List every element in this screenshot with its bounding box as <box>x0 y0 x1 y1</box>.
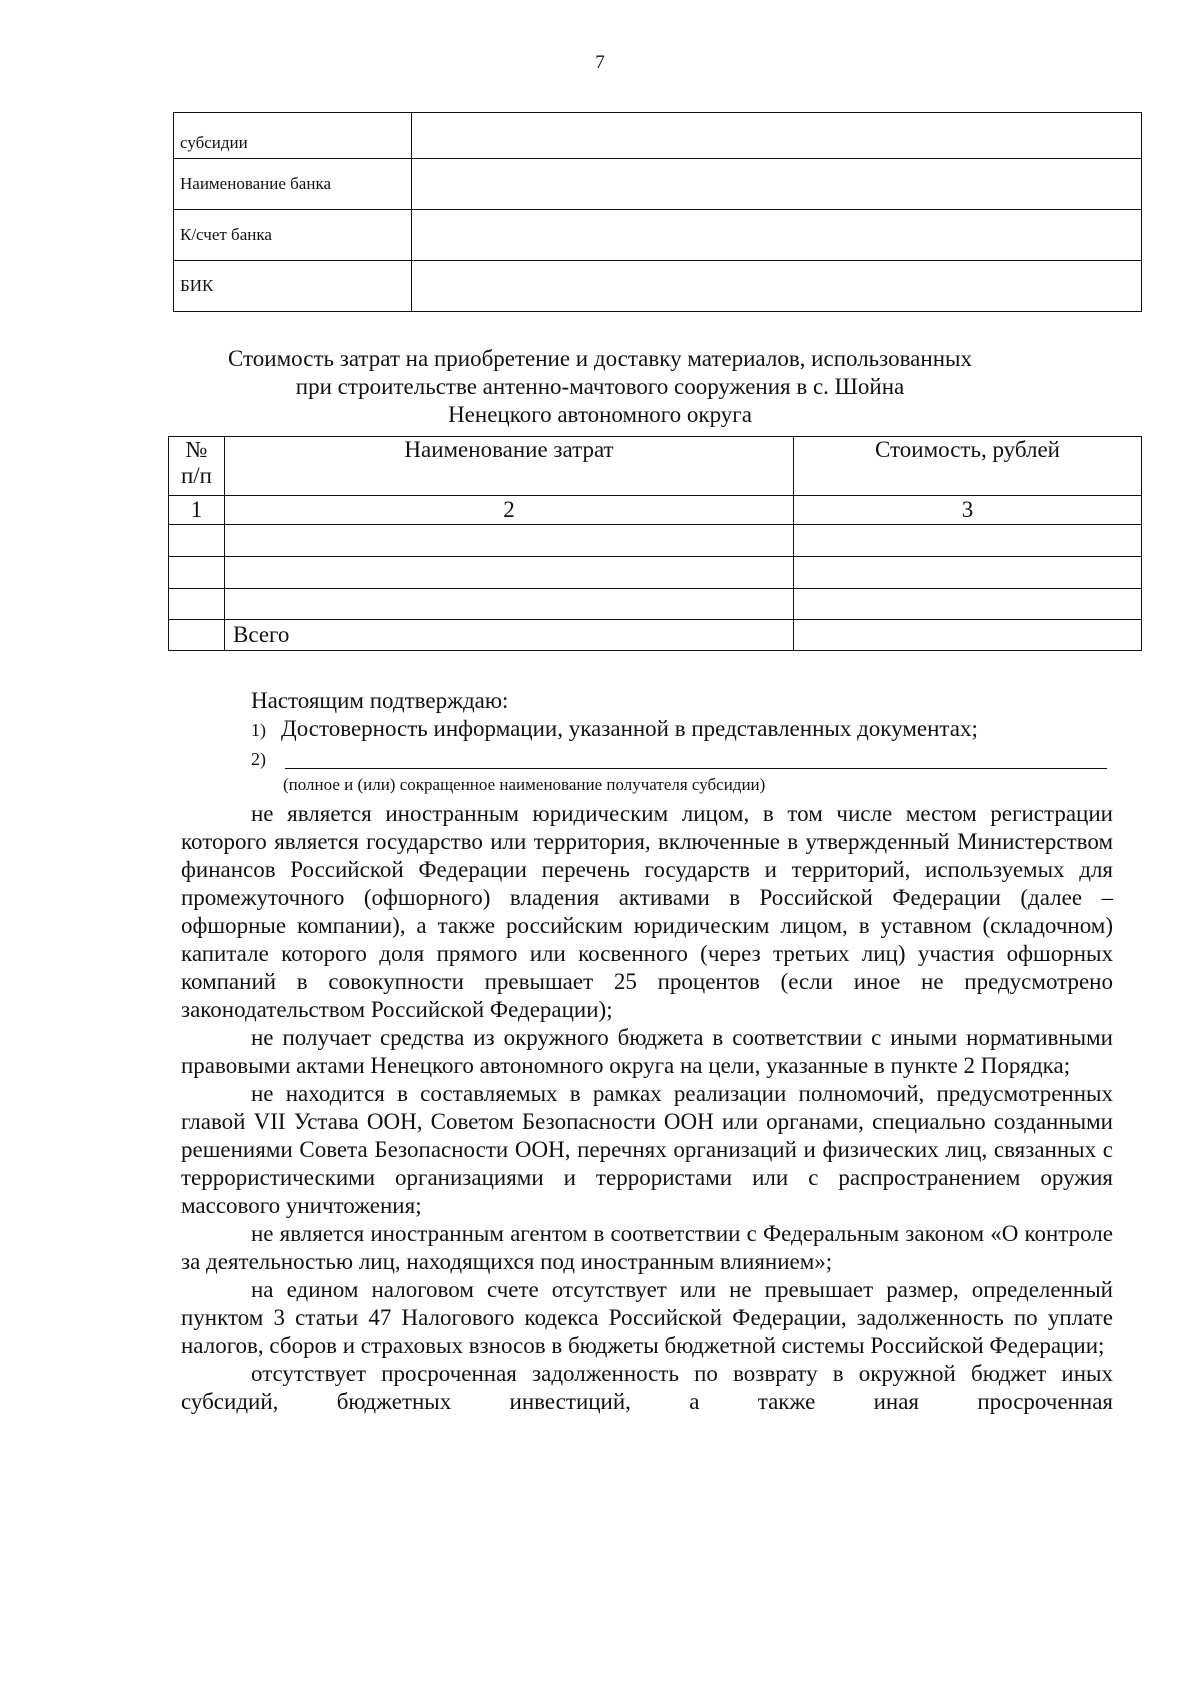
total-label: Всего <box>225 620 794 651</box>
header-number-line: № <box>185 437 208 462</box>
table-row <box>169 557 1142 589</box>
bank-row-value <box>412 159 1142 210</box>
confirmation-paragraph: не является иностранным юридическим лицом, в том числе местом регистрации которого является государство или территория, включенные в утвержденный Министерством финансов Российской Федерации перечень государств и территорий, используемых для промежуточного (офшорного) владения активами в Российской Федерации (далее – офшорные компании), а также российским юридическим лицом, в уставном (складочном) капитале которого доля прямого или косвенного (через третьих лиц) участия офшорных компаний в совокупности превышает 25 процентов (если иное не предусмотрено законодательством Российской Федерации); <box>181 801 1113 1022</box>
table-row <box>174 210 1142 261</box>
confirmation-paragraph: не находится в составляемых в рамках реализации полномочий, предусмотренных главой VII Устава ООН, Советом Безопасности ООН или органами, специально созданными решениями Совета Безопасности ООН, перечнях организаций и физических лиц, связанных с террористическими организациями и террористами или с распространением оружия массового уничтожения; <box>181 1081 1113 1218</box>
column-header-number <box>169 437 225 496</box>
cost-title-line: при строительстве антенно-мачтового сооружения в с. Шойна <box>295 374 905 399</box>
cost-table <box>168 436 1142 651</box>
table-cell <box>169 620 225 651</box>
table-cell <box>169 525 225 557</box>
table-row <box>174 261 1142 312</box>
bank-row-label: Наименование банка <box>174 159 412 210</box>
table-row <box>174 159 1142 210</box>
table-cell <box>169 589 225 620</box>
bank-row-value <box>412 261 1142 312</box>
confirmation-paragraph: на едином налоговом счете отсутствует или не превышает размер, определенный пунктом 3 статьи 47 Налогового кодекса Российской Федерации, задолженность по уплате налогов, сборов и страховых взносов в бюджеты бюджетной системы Российской Федерации; <box>181 1277 1113 1358</box>
item-text: Достоверность информации, указанной в представленных документах; <box>281 716 978 741</box>
header-number-line: п/п <box>180 463 212 488</box>
table-cell <box>225 589 794 620</box>
bank-row-label: субсидии <box>174 113 412 159</box>
table-total-row <box>169 620 1142 651</box>
item-number: 2) <box>251 749 266 769</box>
table-cell <box>225 525 794 557</box>
column-header-name: Наименование затрат <box>225 437 794 496</box>
bank-details-table <box>173 112 1142 312</box>
table-cell <box>794 589 1142 620</box>
recipient-name-blank-line <box>285 768 1107 769</box>
cost-title-line: Ненецкого автономного округа <box>448 402 752 427</box>
table-row <box>174 113 1142 159</box>
cost-title-line: Стоимость затрат на приобретение и доставку материалов, использованных <box>228 346 972 371</box>
bank-row-value <box>412 113 1142 159</box>
table-cell <box>794 557 1142 589</box>
confirmation-item-2 <box>251 745 281 771</box>
table-cell <box>169 557 225 589</box>
confirmation-paragraph: не является иностранным агентом в соответствии с Федеральным законом «О контроле за деятельностью лиц, находящихся под иностранным влиянием»; <box>181 1221 1113 1274</box>
bank-row-label: К/счет банка <box>174 210 412 261</box>
page-number: 7 <box>595 52 605 73</box>
index-cell: 2 <box>225 496 794 525</box>
table-row <box>169 525 1142 557</box>
confirmation-item-1 <box>251 716 978 742</box>
confirmation-paragraphs <box>181 800 1113 1416</box>
index-cell: 3 <box>794 496 1142 525</box>
bank-row-value <box>412 210 1142 261</box>
confirmation-intro: Настоящим подтверждаю: <box>251 688 509 713</box>
table-header-row <box>169 437 1142 496</box>
confirmation-paragraph: не получает средства из окружного бюджета в соответствии с иными нормативными правовыми актами Ненецкого автономного округа на цели, указанные в пункте 2 Порядка; <box>181 1025 1113 1078</box>
total-value <box>794 620 1142 651</box>
confirmation-paragraph: отсутствует просроченная задолженность по возврату в окружной бюджет иных субсидий, бюджетных инвестиций, а также иная просроченная <box>181 1361 1113 1414</box>
bank-row-label: БИК <box>174 261 412 312</box>
table-cell <box>225 557 794 589</box>
recipient-name-caption: (полное и (или) сокращенное наименование получателя субсидии) <box>283 775 766 794</box>
table-cell <box>794 525 1142 557</box>
table-index-row <box>169 496 1142 525</box>
table-row <box>169 589 1142 620</box>
cost-section-title <box>0 345 1200 429</box>
column-header-cost: Стоимость, рублей <box>794 437 1142 496</box>
item-number: 1) <box>251 720 266 740</box>
index-cell: 1 <box>169 496 225 525</box>
